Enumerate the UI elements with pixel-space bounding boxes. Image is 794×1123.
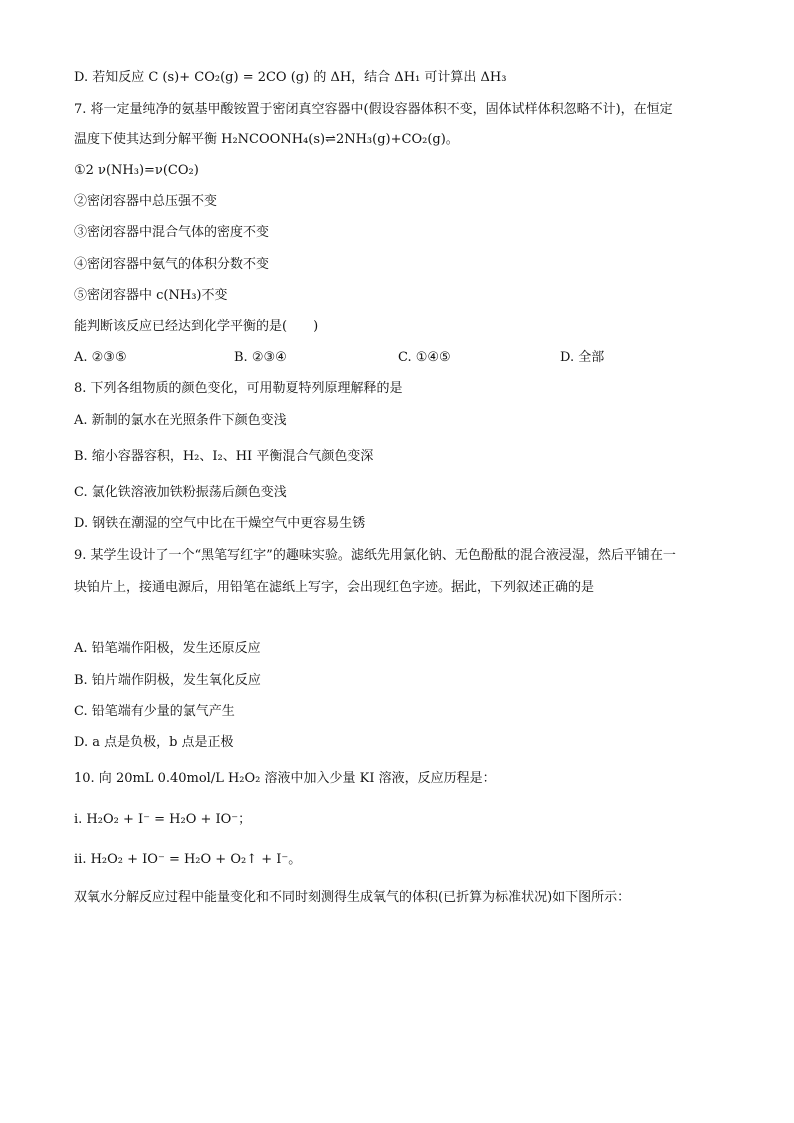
q7-condition-4: ④密闭容器中氨气的体积分数不变 (74, 257, 270, 272)
q7-option-c: C. ①④⑤ (398, 350, 451, 365)
q7-stem-line-2: 温度下使其达到分解平衡 H₂NCOONH₄(s)⇌2NH₃(g)+CO₂(g)。 (74, 132, 459, 147)
q10-stem: 10. 向 20mL 0.40mol/L H₂O₂ 溶液中加入少量 KI 溶液，反应历程是： (74, 771, 496, 786)
q7-option-a: A. ②③⑤ (74, 350, 127, 365)
q8-option-c: C. 氯化铁溶液加铁粉振荡后颜色变浅 (74, 485, 287, 500)
q7-stem-line-1: 7. 将一定量纯净的氨基甲酸铵置于密闭真空容器中(假设容器体积不变，固体试样体积忽略不计)，在恒定 (74, 102, 673, 117)
q10-step-ii: ⅱ. H₂O₂ + IO⁻ = H₂O + O₂↑ + I⁻。 (74, 852, 302, 867)
q10-step-i: ⅰ. H₂O₂ + I⁻ = H₂O + IO⁻； (74, 812, 252, 827)
q8-option-a: A. 新制的氯水在光照条件下颜色变浅 (74, 413, 287, 428)
q9-option-b: B. 铂片端作阴极，发生氧化反应 (74, 673, 261, 688)
q9-option-c: C. 铅笔端有少量的氯气产生 (74, 704, 235, 719)
q8-option-d: D. 钢铁在潮湿的空气中比在干燥空气中更容易生锈 (74, 516, 366, 531)
q7-option-d: D. 全部 (560, 350, 605, 365)
q7-condition-1: ①2 ν(NH₃)=ν(CO₂) (74, 163, 199, 178)
q7-condition-3: ③密闭容器中混合气体的密度不变 (74, 225, 270, 240)
q7-condition-2: ②密闭容器中总压强不变 (74, 194, 218, 209)
q7-question: 能判断该反应已经达到化学平衡的是( ) (74, 319, 319, 334)
q8-stem: 8. 下列各组物质的颜色变化，可用勒夏特列原理解释的是 (74, 381, 403, 396)
q7-options-row (74, 349, 734, 367)
q7-condition-5: ⑤密闭容器中 c(NH₃)不变 (74, 288, 228, 303)
q8-option-b: B. 缩小容器容积，H₂、I₂、HI 平衡混合气颜色变深 (74, 449, 374, 464)
q9-option-d: D. a 点是负极，b 点是正极 (74, 735, 234, 750)
q6-option-d: D. 若知反应 C (s)+ CO₂(g) = 2CO (g) 的 ΔH，结合 ΔH₁ 可计算出 ΔH₃ (74, 70, 507, 85)
q10-description: 双氧水分解反应过程中能量变化和不同时刻测得生成氧气的体积(已折算为标准状况)如下图所示： (74, 890, 631, 905)
q7-option-b: B. ②③④ (234, 350, 287, 365)
q9-stem-line-1: 9. 某学生设计了一个“黑笔写红字”的趣味实验。滤纸先用氯化钠、无色酚酞的混合液浸湿，然后平铺在一 (74, 548, 676, 563)
q9-stem-line-2: 块铂片上，接通电源后，用铅笔在滤纸上写字，会出现红色字迹。据此，下列叙述正确的是 (74, 580, 595, 595)
q9-option-a: A. 铅笔端作阳极，发生还原反应 (74, 641, 261, 656)
